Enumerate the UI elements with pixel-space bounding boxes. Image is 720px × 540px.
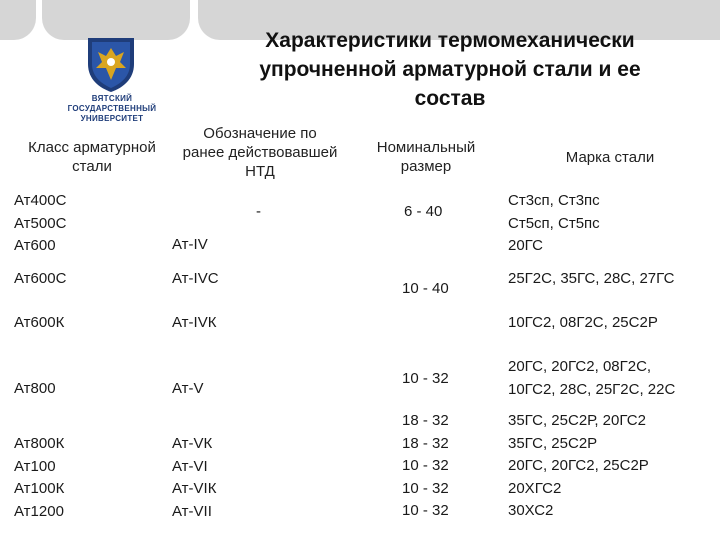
old-value: Ат-VК [172, 435, 213, 452]
header-nominal-size [360, 138, 492, 176]
grade-value: Ст3сп, Ст3пс [508, 192, 600, 209]
size-value: 18 - 32 [402, 434, 449, 452]
row3-grades: 10ГС2, 08Г2С, 25С2Р [508, 314, 658, 331]
university-name [60, 94, 164, 124]
class-value: Ат100К [14, 480, 65, 497]
grade-value: 35ГС, 25С2Р [508, 434, 598, 452]
row1-class [14, 190, 66, 258]
class-value: Ат1200 [14, 502, 64, 520]
header-tab-left [0, 0, 36, 40]
size-value: 10 - 32 [402, 479, 449, 497]
row1-dash: - [256, 203, 261, 220]
university-name-line: ВЯТСКИЙ [91, 94, 133, 103]
old-value: Ат-VIК [172, 480, 217, 497]
grade-value: 20ГС, 20ГС2, 25С2Р [508, 457, 649, 474]
row1-grades [508, 190, 600, 258]
row4-size: 10 - 32 [402, 370, 449, 387]
title-line: упрочненной арматурной стали и ее [259, 58, 641, 81]
header-line: Обозначение по [203, 125, 317, 142]
row5-sizes [402, 410, 449, 523]
class-value: Ат800К [14, 435, 65, 452]
old-value: Ат-VII [172, 502, 212, 520]
title-line: Характеристики термомеханически [265, 29, 635, 52]
header-line: стали [72, 158, 112, 175]
header-line: размер [400, 158, 452, 175]
row2-class: Ат600С [14, 270, 67, 287]
size-value: 10 - 32 [402, 457, 449, 474]
class-value: Ат100 [14, 457, 56, 475]
size-value: 10 - 32 [402, 502, 449, 519]
row2-grades: 25Г2С, 35ГС, 28С, 27ГС [508, 270, 675, 287]
row5-old [172, 433, 216, 523]
row2-size: 10 - 40 [402, 280, 449, 297]
row1-old: Ат-IV [172, 236, 208, 253]
size-value: 18 - 32 [402, 412, 449, 429]
row5-class [14, 433, 64, 523]
grade-value: 30ХС2 [508, 502, 554, 519]
row4-class: Ат800 [14, 380, 56, 397]
class-value: Ат500С [14, 214, 67, 232]
university-shield-crest-icon [82, 34, 140, 94]
grade-value: 20ГС, 20ГС2, 08Г2С, [508, 358, 652, 375]
row3-old: Ат-IVК [172, 314, 217, 331]
row2-old: Ат-IVС [172, 270, 219, 287]
grade-value: 35ГС, 25С2Р, 20ГС2 [508, 412, 646, 429]
row4-old: Ат-V [172, 380, 204, 397]
class-value: Ат400С [14, 192, 67, 209]
grade-value: Ст5сп, Ст5пс [508, 214, 600, 232]
row1-size: 6 - 40 [404, 203, 443, 220]
old-value: Ат-VI [172, 457, 208, 475]
header-steel-grade [540, 148, 680, 167]
grade-value: 20ХГС2 [508, 479, 562, 497]
row3-class: Ат600К [14, 314, 65, 331]
header-line: ранее действовавшей [182, 144, 338, 161]
header-old-designation [168, 124, 352, 181]
university-name-line: ГОСУДАРСТВЕННЫЙ [67, 104, 157, 113]
header-line: НТД [245, 163, 275, 180]
class-value: Ат600 [14, 237, 56, 254]
header-line: Класс арматурной [28, 139, 156, 156]
university-name-line: УНИВЕРСИТЕТ [80, 114, 144, 123]
title-line: состав [414, 87, 486, 110]
grade-value: 20ГС [508, 237, 543, 254]
header-steel-class [14, 138, 170, 176]
row5-grades [508, 410, 649, 523]
slide-title [250, 26, 650, 113]
row4-grades [508, 356, 675, 401]
grade-value: 10ГС2, 28С, 25Г2С, 22С [508, 380, 676, 398]
header-line: Марка стали [565, 149, 655, 166]
header-line: Номинальный [376, 139, 476, 156]
